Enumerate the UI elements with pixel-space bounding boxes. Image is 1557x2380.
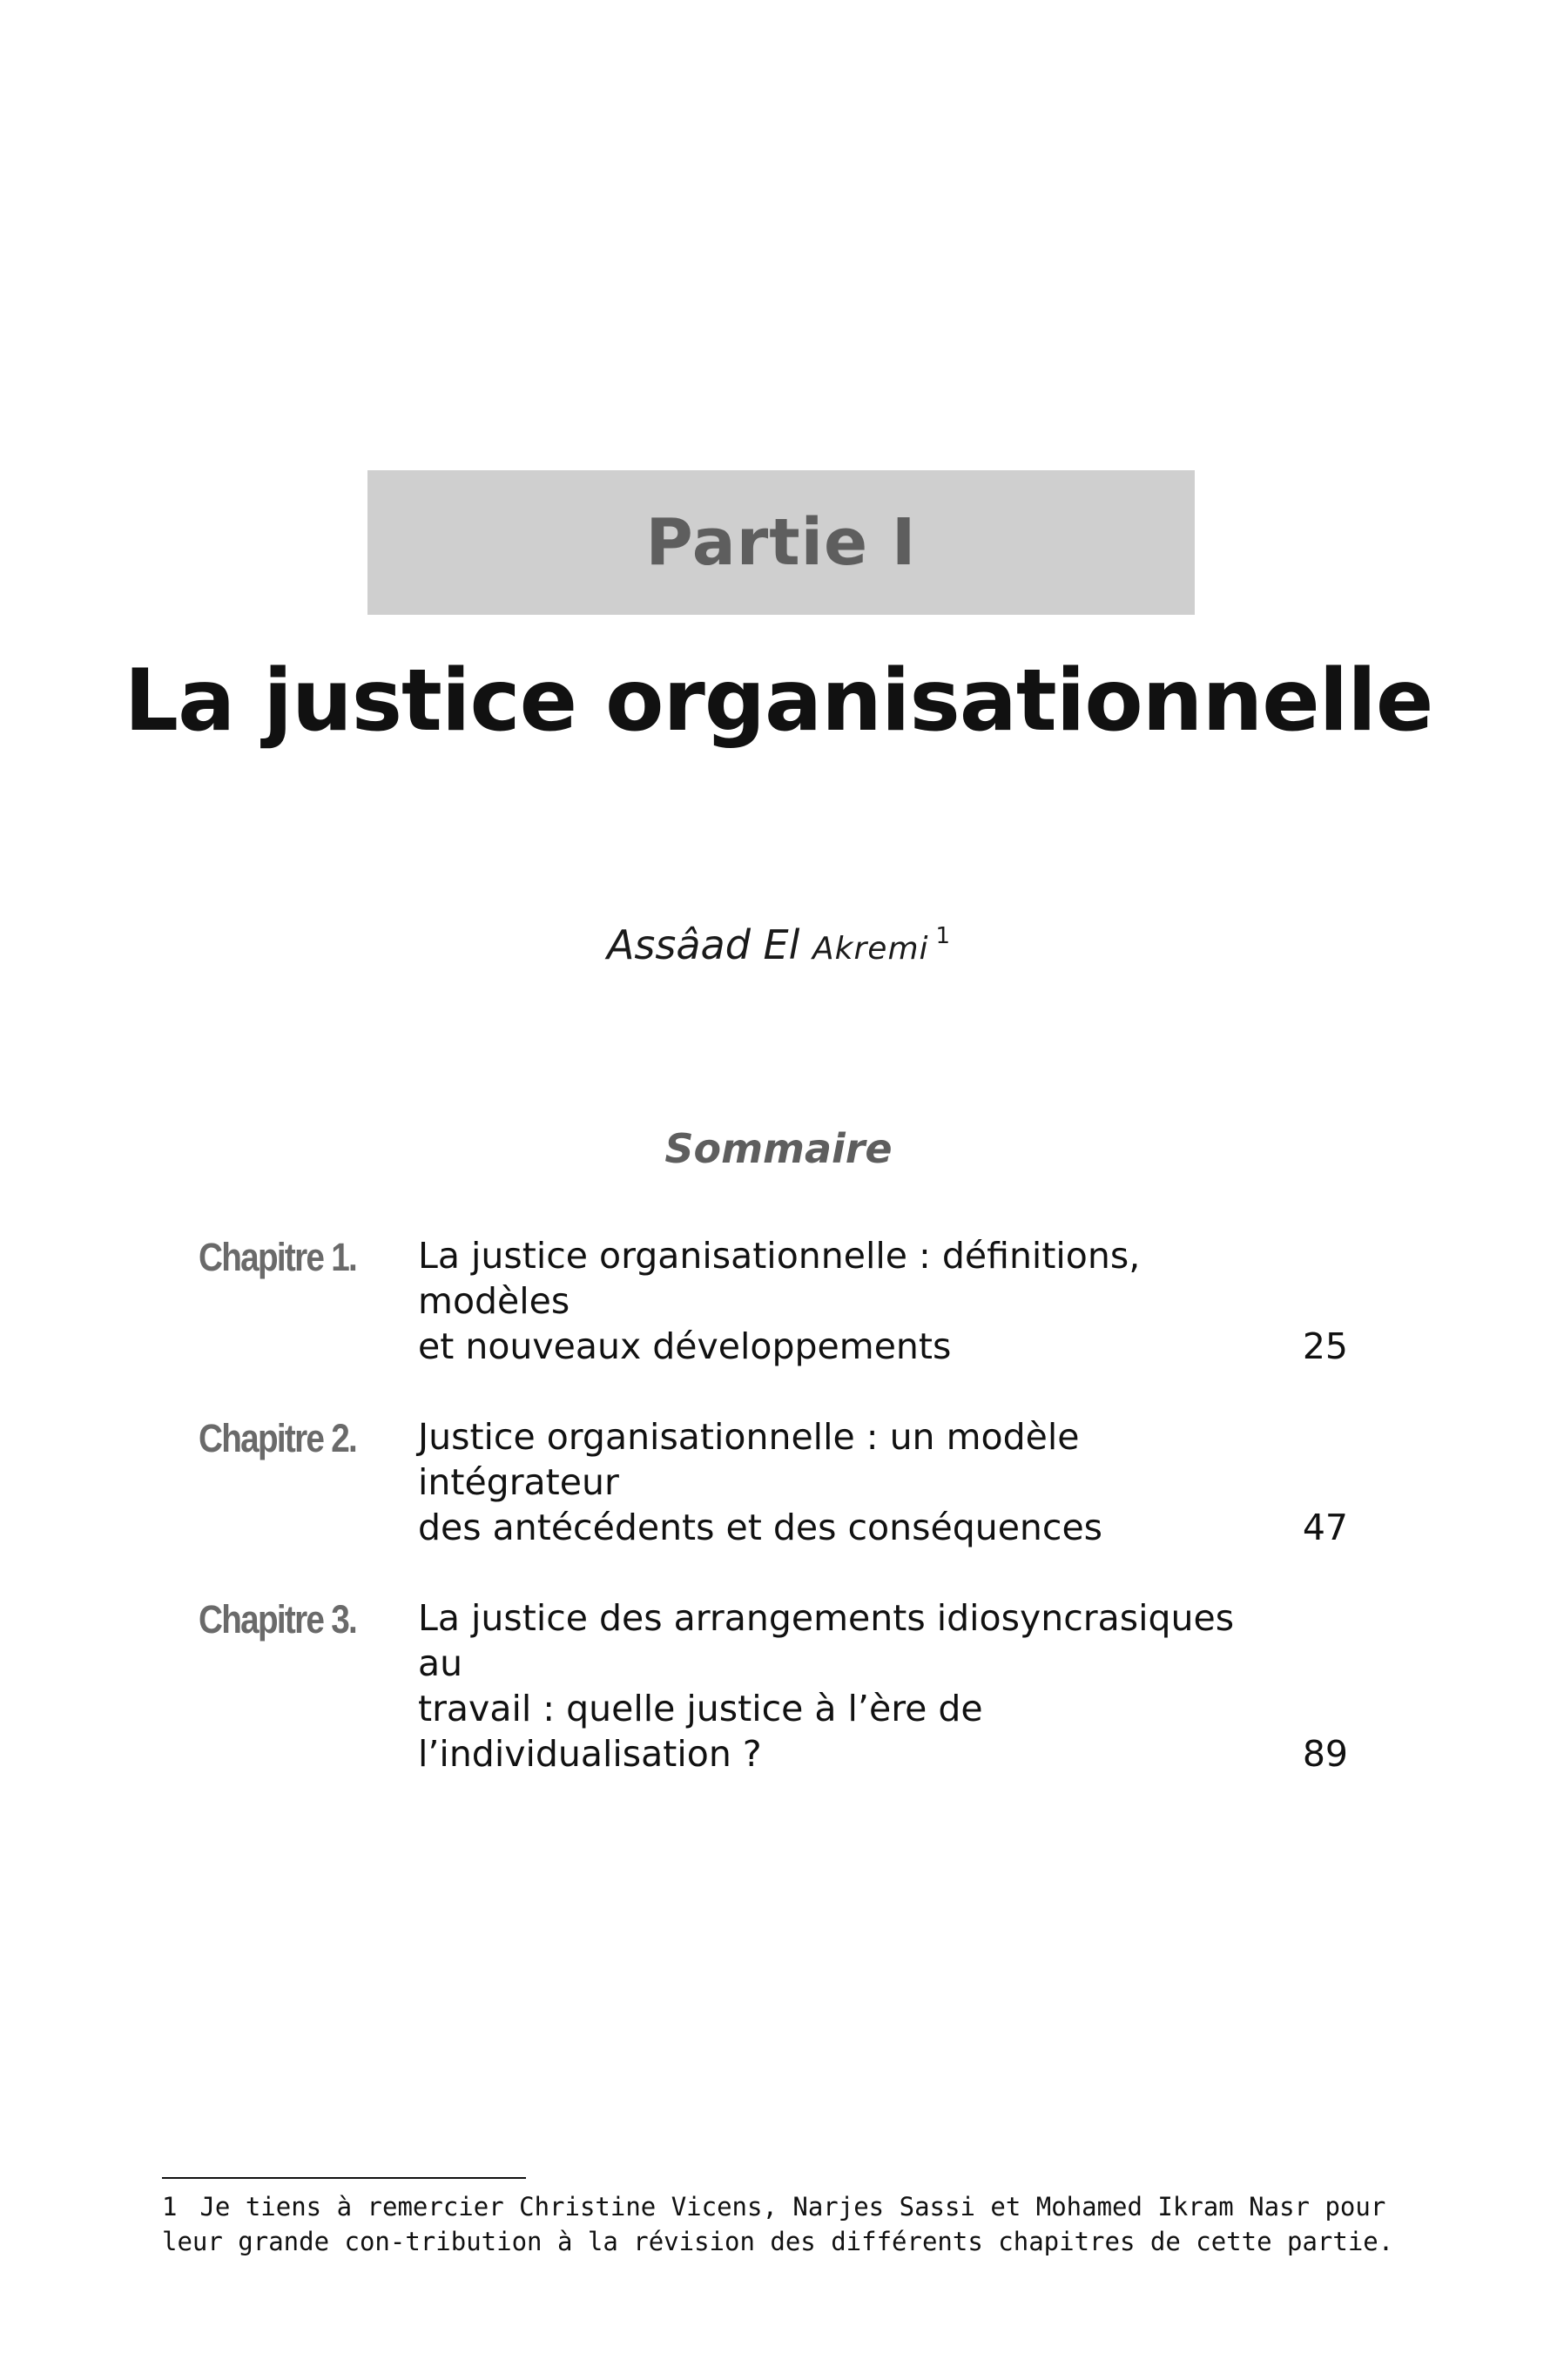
part-title: La justice organisationnelle xyxy=(124,651,1433,751)
footnote-text: Je tiens à remercier Christine Vicens, Narjes Sassi et Mohamed Ikram Nasr pour leur grande con-tribution à la révision des différents chapitres de cette partie. xyxy=(162,2192,1394,2256)
part-banner xyxy=(367,470,1195,615)
toc-title-line: Justice organisationnelle : un modèle intégrateur xyxy=(418,1416,1080,1503)
toc-chapter-title xyxy=(418,1595,1271,1777)
toc-chapter-label: Chapitre 3. xyxy=(199,1597,357,1642)
toc-page-number: 89 xyxy=(1302,1733,1348,1775)
toc-title-line: et nouveaux développements xyxy=(418,1325,952,1367)
part-label: Partie I xyxy=(645,505,917,580)
toc-entry-chapter-2 xyxy=(199,1414,1348,1550)
summary-heading: Sommaire xyxy=(664,1125,893,1172)
author-last-name: Akremi xyxy=(812,931,929,967)
author-line xyxy=(0,921,1557,968)
toc-title-line: travail : quelle justice à l’ère de xyxy=(418,1688,983,1729)
toc-chapter-title xyxy=(418,1414,1271,1550)
toc-title-line: La justice des arrangements idiosyncrasiques au xyxy=(418,1597,1235,1684)
toc-title-line: La justice organisationnelle : définitions, modèles xyxy=(418,1235,1141,1322)
toc-chapter-title xyxy=(418,1233,1271,1369)
author-footnote-ref: 1 xyxy=(935,923,951,949)
toc-title-line: des antécédents et des conséquences xyxy=(418,1507,1103,1548)
footnote-number: 1 xyxy=(162,2192,178,2222)
toc-page-number: 25 xyxy=(1302,1325,1348,1367)
toc-page-number: 47 xyxy=(1302,1507,1348,1548)
table-of-contents xyxy=(199,1233,1348,1822)
toc-chapter-label: Chapitre 1. xyxy=(199,1235,357,1279)
footnote xyxy=(162,2189,1425,2259)
footnote-divider xyxy=(162,2177,526,2179)
toc-chapter-label: Chapitre 2. xyxy=(199,1416,357,1460)
toc-entry-chapter-3 xyxy=(199,1595,1348,1777)
toc-entry-chapter-1 xyxy=(199,1233,1348,1369)
author-first-name: Assâad El xyxy=(606,921,800,968)
toc-title-line: l’individualisation ? xyxy=(418,1733,762,1775)
